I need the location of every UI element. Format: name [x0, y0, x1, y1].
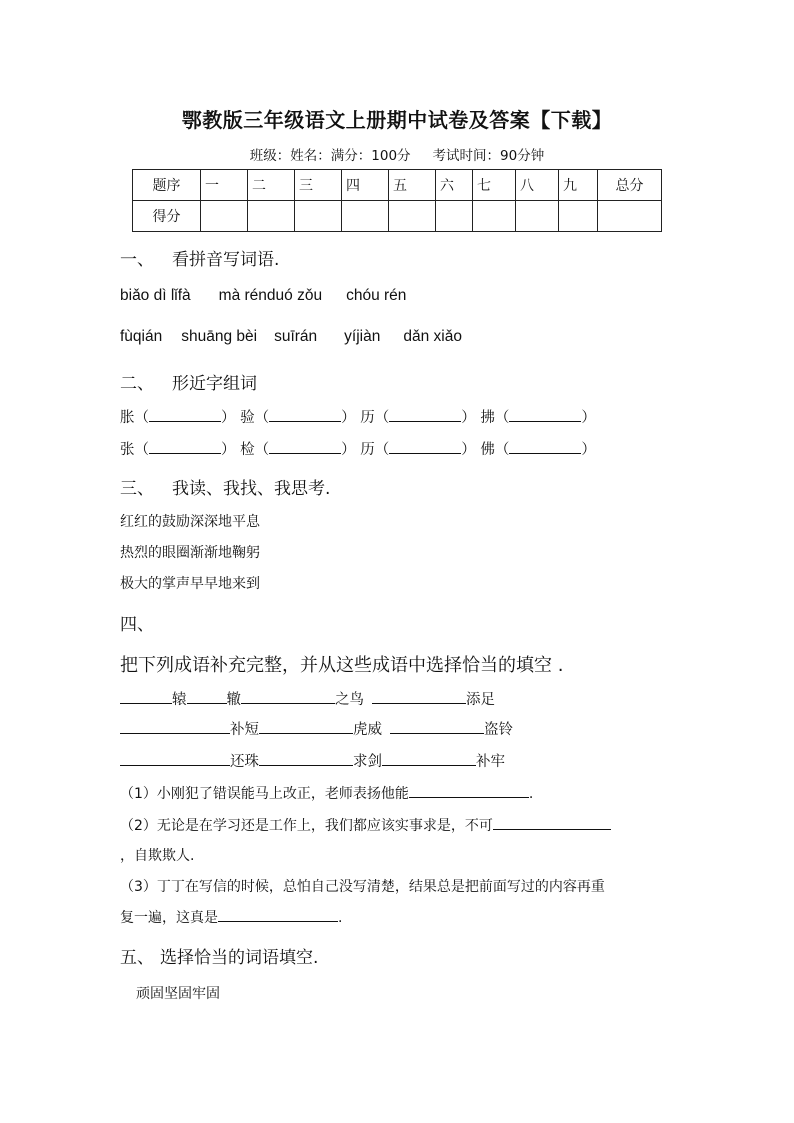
idiom-part: 添足	[466, 692, 495, 708]
pinyin-item: mà rénduó zǒu	[218, 287, 323, 304]
paren: ）	[461, 442, 476, 458]
paren: （	[254, 410, 270, 426]
answer-blank[interactable]	[218, 906, 338, 922]
pinyin-item: biǎo dì lǐfà	[120, 287, 191, 304]
paren: ）	[461, 410, 476, 426]
section-title: 我读、我找、我思考.	[172, 479, 331, 499]
header-cell: 九	[559, 170, 598, 201]
answer-blank[interactable]	[382, 750, 476, 766]
score-cell[interactable]	[516, 201, 559, 232]
word-group-row-1	[120, 406, 596, 427]
header-cell: 一	[201, 170, 248, 201]
question-text: （1）小刚犯了错误能马上改正，老师表扬他能	[120, 786, 409, 802]
paren: （	[374, 442, 390, 458]
section-5-heading	[120, 943, 318, 968]
paren: （	[494, 410, 510, 426]
score-cell[interactable]	[559, 201, 598, 232]
reading-line: 红红的鼓励深深地平息	[120, 514, 260, 530]
question-2	[120, 814, 611, 835]
score-cell[interactable]	[342, 201, 389, 232]
idiom-part: 求剑	[353, 754, 382, 770]
paren: （	[134, 410, 149, 426]
answer-blank[interactable]	[493, 814, 611, 830]
question-end: .	[338, 910, 343, 926]
score-row-label: 得分	[133, 201, 201, 232]
answer-blank[interactable]	[509, 406, 581, 422]
idiom-row-1	[120, 688, 495, 709]
char-item: 胀	[120, 410, 135, 426]
word-choices: 顽固坚固牢固	[136, 986, 220, 1002]
idiom-part: 补牢	[476, 754, 505, 770]
paren: （	[374, 410, 390, 426]
reading-line: 热烈的眼圈渐渐地鞠躬	[120, 545, 260, 561]
question-1	[120, 782, 533, 803]
idiom-part: 辕	[172, 692, 187, 708]
header-cell: 总分	[598, 170, 662, 201]
answer-blank[interactable]	[120, 688, 172, 704]
answer-blank[interactable]	[372, 688, 466, 704]
header-cell: 三	[295, 170, 342, 201]
score-cell[interactable]	[295, 201, 342, 232]
pinyin-item: chóu rén	[346, 287, 407, 304]
section-3-heading	[120, 474, 330, 499]
question-text: 复一遍，这真是	[120, 910, 218, 926]
score-cell[interactable]	[389, 201, 436, 232]
pinyin-item: suīrán	[274, 328, 318, 345]
char-item: 历	[360, 442, 375, 458]
score-table-header-row	[133, 170, 662, 201]
score-cell[interactable]	[598, 201, 662, 232]
paren: （	[494, 442, 510, 458]
paren: （	[134, 442, 149, 458]
idiom-part: 补短	[230, 722, 259, 738]
idiom-row-3	[120, 750, 505, 771]
pinyin-item: shuāng bèi	[181, 328, 258, 345]
answer-blank[interactable]	[389, 438, 461, 454]
question-end: .	[528, 786, 534, 802]
paren: ）	[341, 442, 356, 458]
word-group-row-2	[120, 438, 596, 459]
section-number: 四、	[120, 615, 154, 635]
section-number: 一、	[120, 250, 154, 270]
question-3: （3）丁丁在写信的时候，总怕自己没写清楚，结果总是把前面写过的内容再重	[120, 879, 605, 895]
section-title: 形近字组词	[172, 374, 257, 394]
answer-blank[interactable]	[269, 406, 341, 422]
paren: ）	[221, 442, 236, 458]
answer-blank[interactable]	[259, 750, 353, 766]
header-cell: 五	[389, 170, 436, 201]
answer-blank[interactable]	[509, 438, 581, 454]
answer-blank[interactable]	[409, 782, 529, 798]
char-item: 拂	[480, 410, 495, 426]
paren: ）	[341, 410, 356, 426]
answer-blank[interactable]	[149, 406, 221, 422]
pinyin-item: yíjiàn	[344, 328, 381, 345]
paren: ）	[581, 442, 596, 458]
answer-blank[interactable]	[120, 750, 230, 766]
pinyin-row-2	[120, 328, 462, 346]
char-item: 历	[360, 410, 375, 426]
section-4-instruction: 把下列成语补充完整，并从这些成语中选择恰当的填空 .	[120, 655, 564, 676]
idiom-part: 虎威	[353, 722, 382, 738]
exam-time-label: 考试时间：90分钟	[432, 148, 545, 164]
question-3-continued	[120, 906, 342, 927]
char-item: 张	[120, 442, 135, 458]
paren: ）	[581, 410, 596, 426]
answer-blank[interactable]	[389, 406, 461, 422]
question-2-continued: ，自欺欺人.	[120, 848, 195, 864]
score-cell[interactable]	[248, 201, 295, 232]
page-title: 鄂教版三年级语文上册期中试卷及答案【下载】	[181, 108, 613, 132]
section-number: 五、	[120, 948, 154, 968]
header-cell: 题序	[133, 170, 201, 201]
char-item: 验	[240, 410, 255, 426]
exam-info	[0, 144, 794, 164]
idiom-row-2	[120, 718, 513, 739]
section-title: 看拼音写词语.	[172, 250, 280, 270]
paren: （	[254, 442, 270, 458]
char-item: 佛	[480, 442, 495, 458]
pinyin-item: fùqián	[120, 328, 163, 345]
reading-line: 极大的掌声早早地来到	[120, 576, 260, 592]
answer-blank[interactable]	[259, 718, 353, 734]
score-cell[interactable]	[436, 201, 473, 232]
answer-blank[interactable]	[390, 718, 484, 734]
header-cell: 二	[248, 170, 295, 201]
answer-blank[interactable]	[241, 688, 335, 704]
header-cell: 七	[473, 170, 516, 201]
header-cell: 四	[342, 170, 389, 201]
answer-blank[interactable]	[149, 438, 221, 454]
section-4-heading	[120, 610, 154, 635]
header-cell: 六	[436, 170, 473, 201]
section-title: 选择恰当的词语填空.	[160, 948, 319, 968]
section-1-heading	[120, 245, 279, 270]
answer-blank[interactable]	[187, 688, 227, 704]
paren: ）	[221, 410, 236, 426]
section-number: 二、	[120, 374, 154, 394]
answer-blank[interactable]	[269, 438, 341, 454]
idiom-part: 还珠	[230, 754, 259, 770]
section-2-heading	[120, 369, 257, 394]
char-item: 检	[240, 442, 255, 458]
score-cell[interactable]	[473, 201, 516, 232]
pinyin-row-1	[120, 287, 406, 305]
idiom-part: 辙	[226, 692, 241, 708]
class-name-score-label: 班级：姓名：满分：100分	[249, 148, 411, 164]
header-cell: 八	[516, 170, 559, 201]
section-number: 三、	[120, 479, 154, 499]
pinyin-item: dǎn xiǎo	[403, 328, 462, 345]
answer-blank[interactable]	[120, 718, 230, 734]
score-table	[132, 169, 662, 232]
score-cell[interactable]	[201, 201, 248, 232]
score-table-score-row	[133, 201, 662, 232]
question-text: （2）无论是在学习还是工作上，我们都应该实事求是，不可	[120, 818, 493, 834]
idiom-part: 盗铃	[484, 722, 513, 738]
idiom-part: 之鸟	[335, 692, 364, 708]
